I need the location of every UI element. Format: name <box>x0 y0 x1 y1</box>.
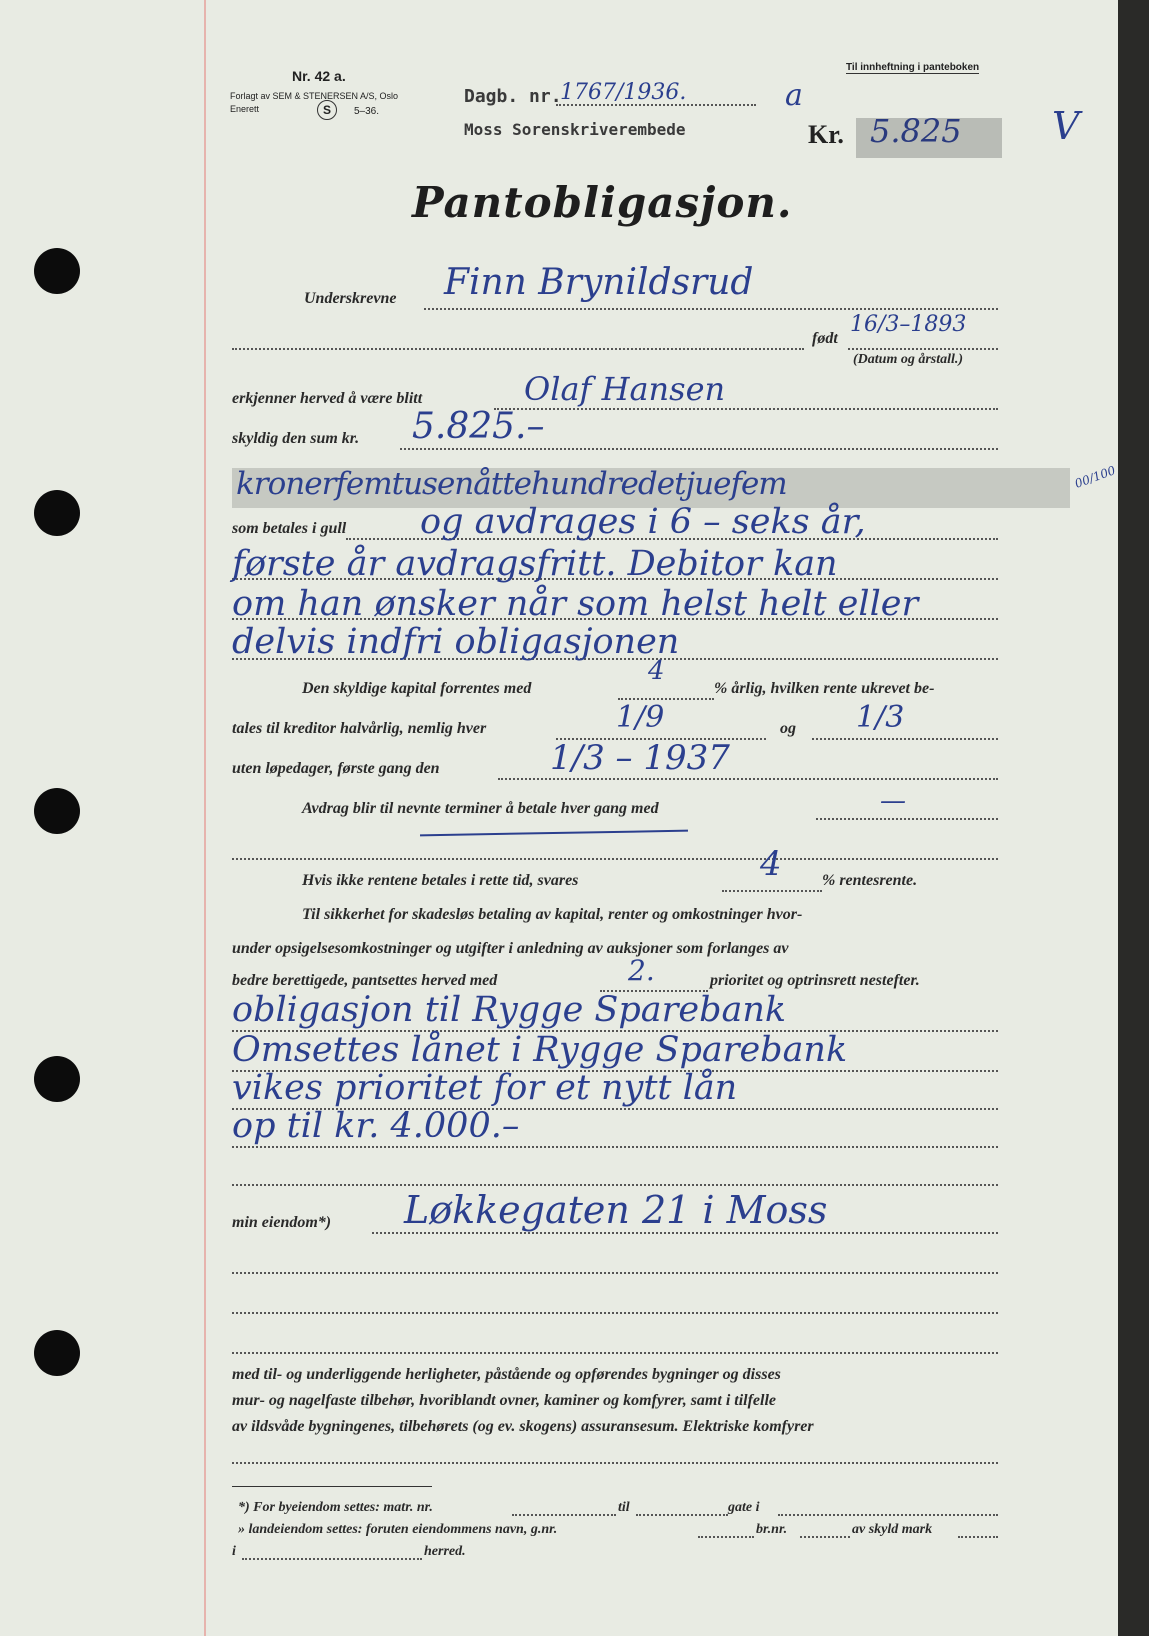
publisher-date: 5–36. <box>354 106 380 117</box>
prioritet-value: 2. <box>628 954 655 987</box>
datum-note: (Datum og årstall.) <box>853 352 964 367</box>
margin-mark-a: a <box>785 78 803 113</box>
birth-date: 16/3–1893 <box>850 312 967 337</box>
binder-hole <box>34 1056 80 1102</box>
underskrevne-label: Underskrevne <box>304 290 397 307</box>
sikkerhet-line-1: Til sikkerhet for skadesløs betaling av kapital, renter og omkostninger hvor- <box>302 906 803 923</box>
footnote-line-1b: til <box>618 1500 630 1515</box>
footnote-line-2b: br.nr. <box>756 1522 788 1537</box>
prioritet-line-1: obligasjon til Rygge Sparebank <box>232 990 787 1030</box>
skyldig-label: skyldig den sum kr. <box>232 430 360 447</box>
tilbehor-line-2: mur- og nagelfaste tilbehør, hvoriblandt ovner, kaminer og komfyrer, samt i tilfelle <box>232 1392 777 1409</box>
rente-line-1b: % årlig, hvilken rente ukrevet be- <box>714 680 935 697</box>
avdrag-line: Avdrag blir til nevnte terminer å betale hver gang med <box>302 800 659 817</box>
page-title: Pantobligasjon. <box>412 178 793 227</box>
sikkerhet-line-3b: prioritet og optrinsrett nestefter. <box>710 972 920 989</box>
sum-value: 5.825.– <box>412 406 545 447</box>
prioritet-line-2: Omsettes lånet i Rygge Sparebank <box>232 1030 848 1070</box>
office-stamp: Moss Sorenskriverembede <box>464 120 686 139</box>
term-date-2: 1/3 <box>856 700 905 735</box>
publisher-line: Forlagt av SEM & STENERSEN A/S, Oslo <box>230 91 399 101</box>
eiendom-label: min eiendom*) <box>232 1214 332 1231</box>
terms-line-4: delvis indfri obligasjonen <box>232 622 680 662</box>
footnote-rule <box>232 1486 432 1487</box>
registration-note: Til innheftning i panteboken <box>846 62 980 73</box>
prioritet-line-3: vikes prioritet for et nytt lån <box>232 1068 738 1108</box>
amount-in-words: kronerfemtusenåttehundredetjuefem <box>236 466 787 502</box>
debtor-name: Finn Brynildsrud <box>444 262 754 303</box>
term-date-1: 1/9 <box>616 700 665 735</box>
rente-line-3: uten løpedager, første gang den <box>232 760 440 777</box>
first-payment-date: 1/3 – 1937 <box>550 738 730 778</box>
kr-amount: 5.825 <box>870 112 962 150</box>
betales-label: som betales i gull <box>232 520 347 537</box>
terms-line-3: om han ønsker når som helst helt eller <box>232 584 919 624</box>
tilbehor-line-3: av ildsvåde bygningenes, tilbehørets (og ev. skogens) assuransesum. Elektriske komfyrer <box>232 1418 814 1435</box>
kr-label: Kr. <box>808 120 844 149</box>
margin-rule <box>204 0 206 1636</box>
footnote-line-3a: i <box>232 1544 236 1559</box>
creditor-name: Olaf Hansen <box>524 370 726 408</box>
terms-line-1: og avdrages i 6 – seks år, <box>420 502 866 542</box>
publisher-logo-icon: S <box>317 100 337 120</box>
fodt-label: født <box>812 330 838 347</box>
rente-line-2a: tales til kreditor halvårlig, nemlig hver <box>232 720 487 737</box>
rentesrente-rate: 4 <box>760 844 782 884</box>
rente-line-1a: Den skyldige kapital forrentes med <box>302 680 532 697</box>
sikkerhet-line-2: under opsigelsesomkostninger og utgifter i anledning av auksjoner som forlanges av <box>232 940 789 957</box>
dagbok-stamp: Dagb. nr. <box>464 86 562 107</box>
prioritet-line-4: op til kr. 4.000.– <box>232 1106 520 1146</box>
footnote-line-3b: herred. <box>424 1544 466 1559</box>
strike-line <box>420 830 688 837</box>
form-number: Nr. 42 a. <box>292 68 346 84</box>
hvis-line-b: % rentesrente. <box>822 872 918 889</box>
dagbok-number: 1767/1936. <box>560 80 687 105</box>
footnote-line-2c: av skyld mark <box>852 1522 933 1537</box>
interest-rate: 4 <box>648 656 665 686</box>
tilbehor-line-1: med til- og underliggende herligheter, påstående og opførendes bygninger og disses <box>232 1366 781 1383</box>
terms-line-2: første år avdragsfritt. Debitor kan <box>232 544 838 584</box>
footnote-line-1a: *) For byeiendom settes: matr. nr. <box>238 1500 433 1515</box>
publisher-line-2: Enerett <box>230 104 260 114</box>
erkjenner-label: erkjenner herved å være blitt <box>232 390 423 407</box>
footnote-line-1c: gate i <box>728 1500 760 1515</box>
binder-hole <box>34 788 80 834</box>
sikkerhet-line-3a: bedre berettigede, pantsettes herved med <box>232 972 498 989</box>
property-address: Løkkegaten 21 i Moss <box>404 1188 828 1232</box>
og-label: og <box>780 720 796 737</box>
check-mark: V <box>1052 104 1080 148</box>
binder-hole <box>34 490 80 536</box>
footnote-line-2a: » landeiendom settes: foruten eiendommens navn, g.nr. <box>238 1522 558 1537</box>
hvis-line-a: Hvis ikke rentene betales i rette tid, svares <box>302 872 579 889</box>
binder-hole <box>34 1330 80 1376</box>
avdrag-value: — <box>880 786 906 816</box>
binder-hole <box>34 248 80 294</box>
amount-fraction: 00/100 <box>1072 463 1118 491</box>
